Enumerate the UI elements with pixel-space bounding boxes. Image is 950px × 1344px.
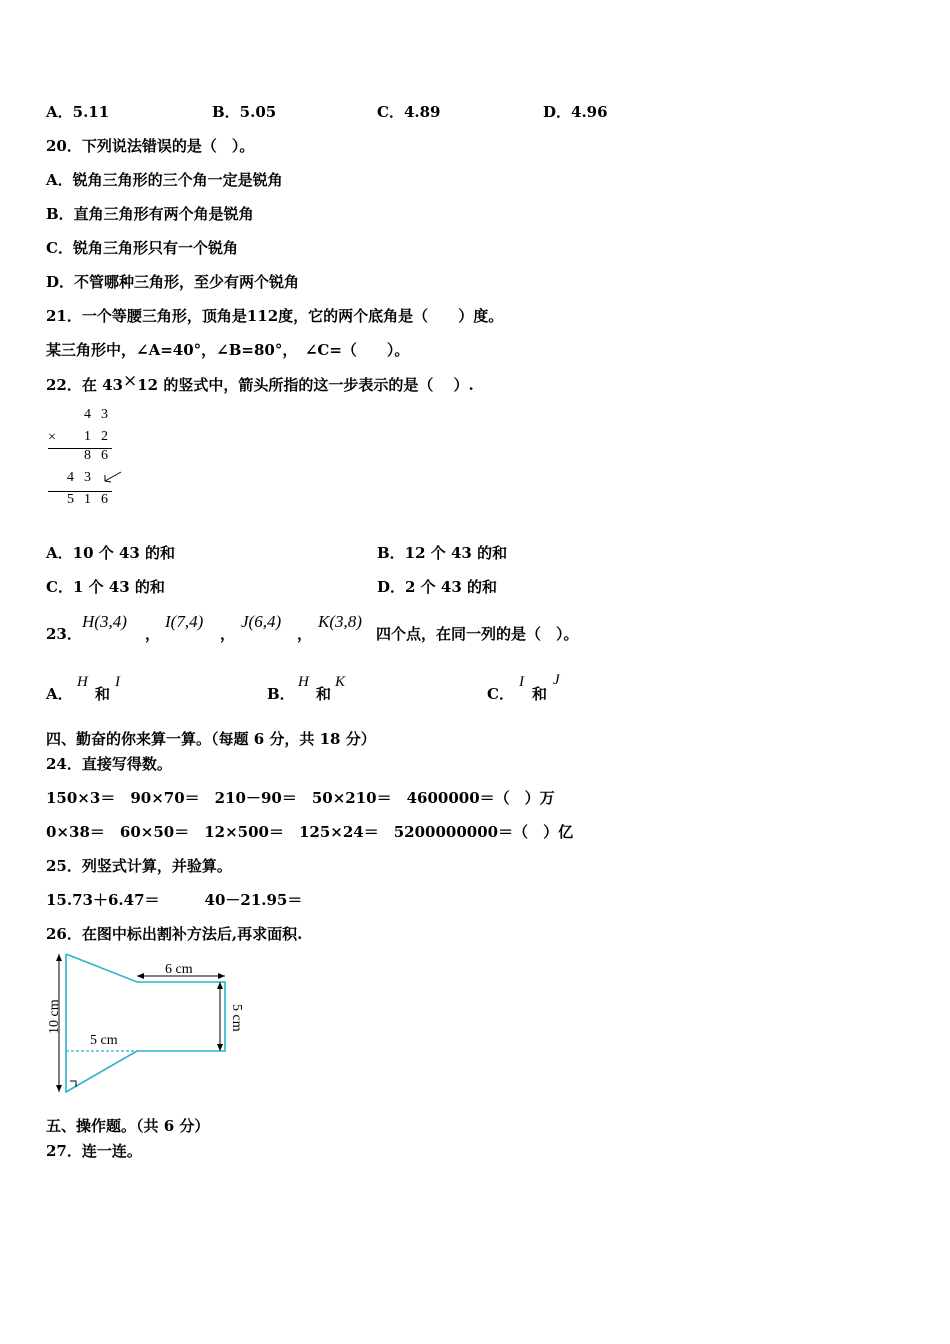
q23-option-c-and: 和 (532, 685, 548, 703)
q23-sep-3: ， (297, 625, 313, 643)
q21-stem: 21．一个等腰三角形，顶角是112度，它的两个底角是（ ）度。 (46, 307, 504, 325)
q22-times-sign: × (122, 371, 138, 391)
label-5cm-mid: 5 cm (90, 1033, 118, 1048)
calc-r3-d1: 8 (84, 448, 91, 463)
q22-option-b: B．12 个 43 的和 (377, 544, 508, 562)
q23-tail: 四个点，在同一列的是（ ）。 (376, 625, 579, 643)
arrow-icon (101, 469, 125, 485)
shape-outline (66, 954, 225, 1092)
q23-sep-2: ， (220, 625, 236, 643)
calc-r1-d1: 4 (84, 407, 91, 422)
calc-r5-d3: 6 (101, 492, 108, 507)
q23-option-a-label: A． (46, 685, 73, 703)
q19-option-c: C．4.89 (377, 103, 441, 121)
q23-option-b-label: B． (267, 685, 295, 703)
calc-r3-d2: 6 (101, 448, 108, 463)
calc-r1-d2: 3 (101, 407, 108, 422)
dim-left-arrow-bottom (56, 1085, 62, 1092)
q23-point-j: J(6,4) (241, 612, 282, 631)
q26-stem: 26．在图中标出割补方法后,再求面积. (46, 925, 303, 943)
q23-option-c-first: I (519, 674, 524, 690)
q23-point-i: I(7,4) (165, 612, 204, 631)
q23-option-b-and: 和 (316, 685, 332, 703)
q23-point-k: K(3,8) (318, 612, 362, 631)
q19-option-a: A．5.11 (46, 103, 110, 121)
q22-option-d: D．2 个 43 的和 (377, 578, 497, 596)
q20-option-c: C．锐角三角形只有一个锐角 (46, 239, 238, 257)
q22-vertical-calculation (46, 405, 126, 510)
q27-stem: 27．连一连。 (46, 1142, 142, 1160)
label-10cm: 10 cm (47, 999, 62, 1034)
q20-option-b: B．直角三角形有两个角是锐角 (46, 205, 254, 223)
q20-option-a: A．锐角三角形的三个角一定是锐角 (46, 171, 283, 189)
q22-stem-b: 12 的竖式中，箭头所指的这一步表示的是（ ）. (137, 376, 474, 394)
q22-option-a: A．10 个 43 的和 (46, 544, 176, 562)
q19-option-d: D．4.96 (543, 103, 608, 121)
calc-r4-d2: 3 (84, 470, 91, 485)
q23-option-b-second: K (335, 674, 346, 690)
q24-row-1: 150×3＝ 90×70＝ 210－90＝ 50×210＝ 4600000＝（ ）万 (46, 789, 555, 807)
calc-r5-d2: 1 (84, 492, 91, 507)
calc-r5-d1: 5 (67, 492, 74, 507)
q19-option-b: B．5.05 (212, 103, 277, 121)
q23-sep-1: ， (145, 625, 161, 643)
section-4-heading: 四、勤奋的你来算一算。（每题 6 分，共 18 分） (46, 730, 376, 748)
dim-right-arrow-top (217, 982, 223, 989)
q22-stem-a: 22．在 43 (46, 376, 123, 394)
q23-option-a-first: H (77, 674, 88, 690)
dim-right-arrow-bottom (217, 1044, 223, 1051)
calc-r4-d1: 4 (67, 470, 74, 485)
dim-left-arrow-top (56, 954, 62, 961)
q23-option-c-second: J (553, 672, 560, 688)
calc-times-sign: × (48, 430, 56, 445)
calc-r2-d1: 1 (84, 429, 91, 444)
q23-option-a-second: I (115, 674, 120, 690)
label-5cm-right: 5 cm (229, 1004, 244, 1032)
q22-stem (46, 371, 474, 395)
q25-row: 15.73＋6.47＝ 40－21.95＝ (46, 891, 303, 909)
q26-figure (40, 948, 255, 1100)
label-6cm: 6 cm (165, 962, 193, 977)
dim-top-arrow-right (218, 973, 225, 979)
section-5-heading: 五、操作题。（共 6 分） (46, 1117, 210, 1135)
q23-option-b-first: H (298, 674, 309, 690)
dim-top-arrow-left (137, 973, 144, 979)
q20-option-d: D．不管哪种三角形，至少有两个锐角 (46, 273, 300, 291)
q24-row-2: 0×38＝ 60×50＝ 12×500＝ 125×24＝ 5200000000＝（ ）亿 (46, 823, 574, 841)
q23-point-h: H(3,4) (82, 612, 127, 631)
q22-option-c: C．1 个 43 的和 (46, 578, 165, 596)
q23-option-a-and: 和 (95, 685, 111, 703)
q25-stem: 25．列竖式计算，并验算。 (46, 857, 232, 875)
calc-r2-d2: 2 (101, 429, 108, 444)
q23-option-c-label: C． (487, 685, 514, 703)
q20-stem: 20．下列说法错误的是（ ）。 (46, 137, 255, 155)
q21-line2: 某三角形中，∠A=40°，∠B=80°， ∠C=（ ）。 (46, 341, 410, 359)
q23-number: 23． (46, 625, 82, 643)
q24-stem: 24．直接写得数。 (46, 755, 172, 773)
